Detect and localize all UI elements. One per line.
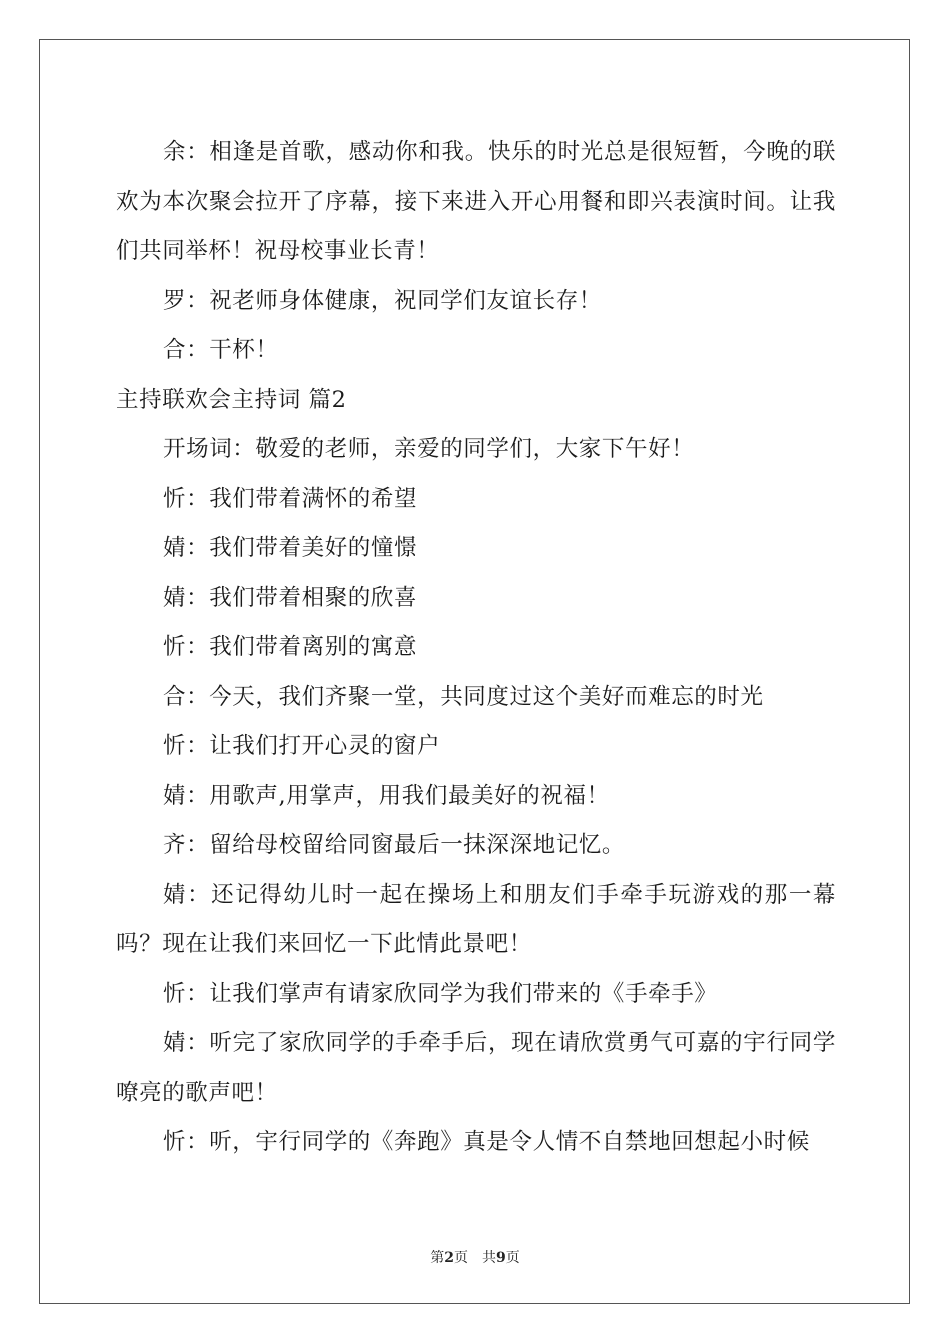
paragraph: 婧：用歌声,用掌声，用我们最美好的祝福！ [163,782,610,809]
total-prefix: 共 [482,1250,496,1266]
page-total [482,1250,520,1266]
paragraph: 余：相逢是首歌，感动你和我。快乐的时光总是很短暂，今晚的联欢为本次聚会拉开了序幕，接下来进入开心用餐和即兴表演时间。让我们共同举杯！祝母校事业长青！ [116,139,836,264]
paragraph: 合：今天，我们齐聚一堂，共同度过这个美好而难忘的时光 [163,683,764,710]
paragraph: 忻：让我们掌声有请家欣同学为我们带来的《手牵手》 [163,980,718,1007]
page-suffix: 页 [454,1250,468,1266]
paragraph: 合：干杯！ [163,337,279,363]
page-prefix: 第 [430,1250,445,1266]
paragraph: 婧：听完了家欣同学的手牵手后，现在请欣赏勇气可嘉的宇行同学嘹亮的歌声吧！ [116,1030,836,1106]
total-pages: 9 [496,1250,506,1266]
page-number [430,1250,468,1266]
page-footer [0,1247,950,1267]
paragraph: 忻：我们带着满怀的希望 [163,485,418,512]
paragraph: 忻：让我们打开心灵的窗户 [163,733,441,759]
paragraph: 婧：我们带着相聚的欣喜 [163,584,418,611]
current-page: 2 [444,1250,454,1266]
paragraph: 婧：我们带着美好的憧憬 [163,535,418,561]
paragraph: 罗：祝老师身体健康，祝同学们友谊长存！ [163,287,602,314]
total-suffix: 页 [505,1250,520,1266]
paragraph: 开场词：敬爱的老师，亲爱的同学们，大家下午好！ [163,436,695,462]
paragraph: 齐：留给母校留给同窗最后一抹深深地记忆。 [163,832,626,858]
document-body [116,128,836,1168]
section-heading: 主持联欢会主持词 篇2 [116,386,347,413]
paragraph: 婧：还记得幼儿时一起在操场上和朋友们手牵手玩游戏的那一幕吗？现在让我们来回忆一下此情此景吧！ [116,881,836,957]
paragraph: 忻：听，宇行同学的《奔跑》真是令人情不自禁地回想起小时候 [163,1129,810,1155]
paragraph: 忻：我们带着离别的寓意 [163,634,418,660]
